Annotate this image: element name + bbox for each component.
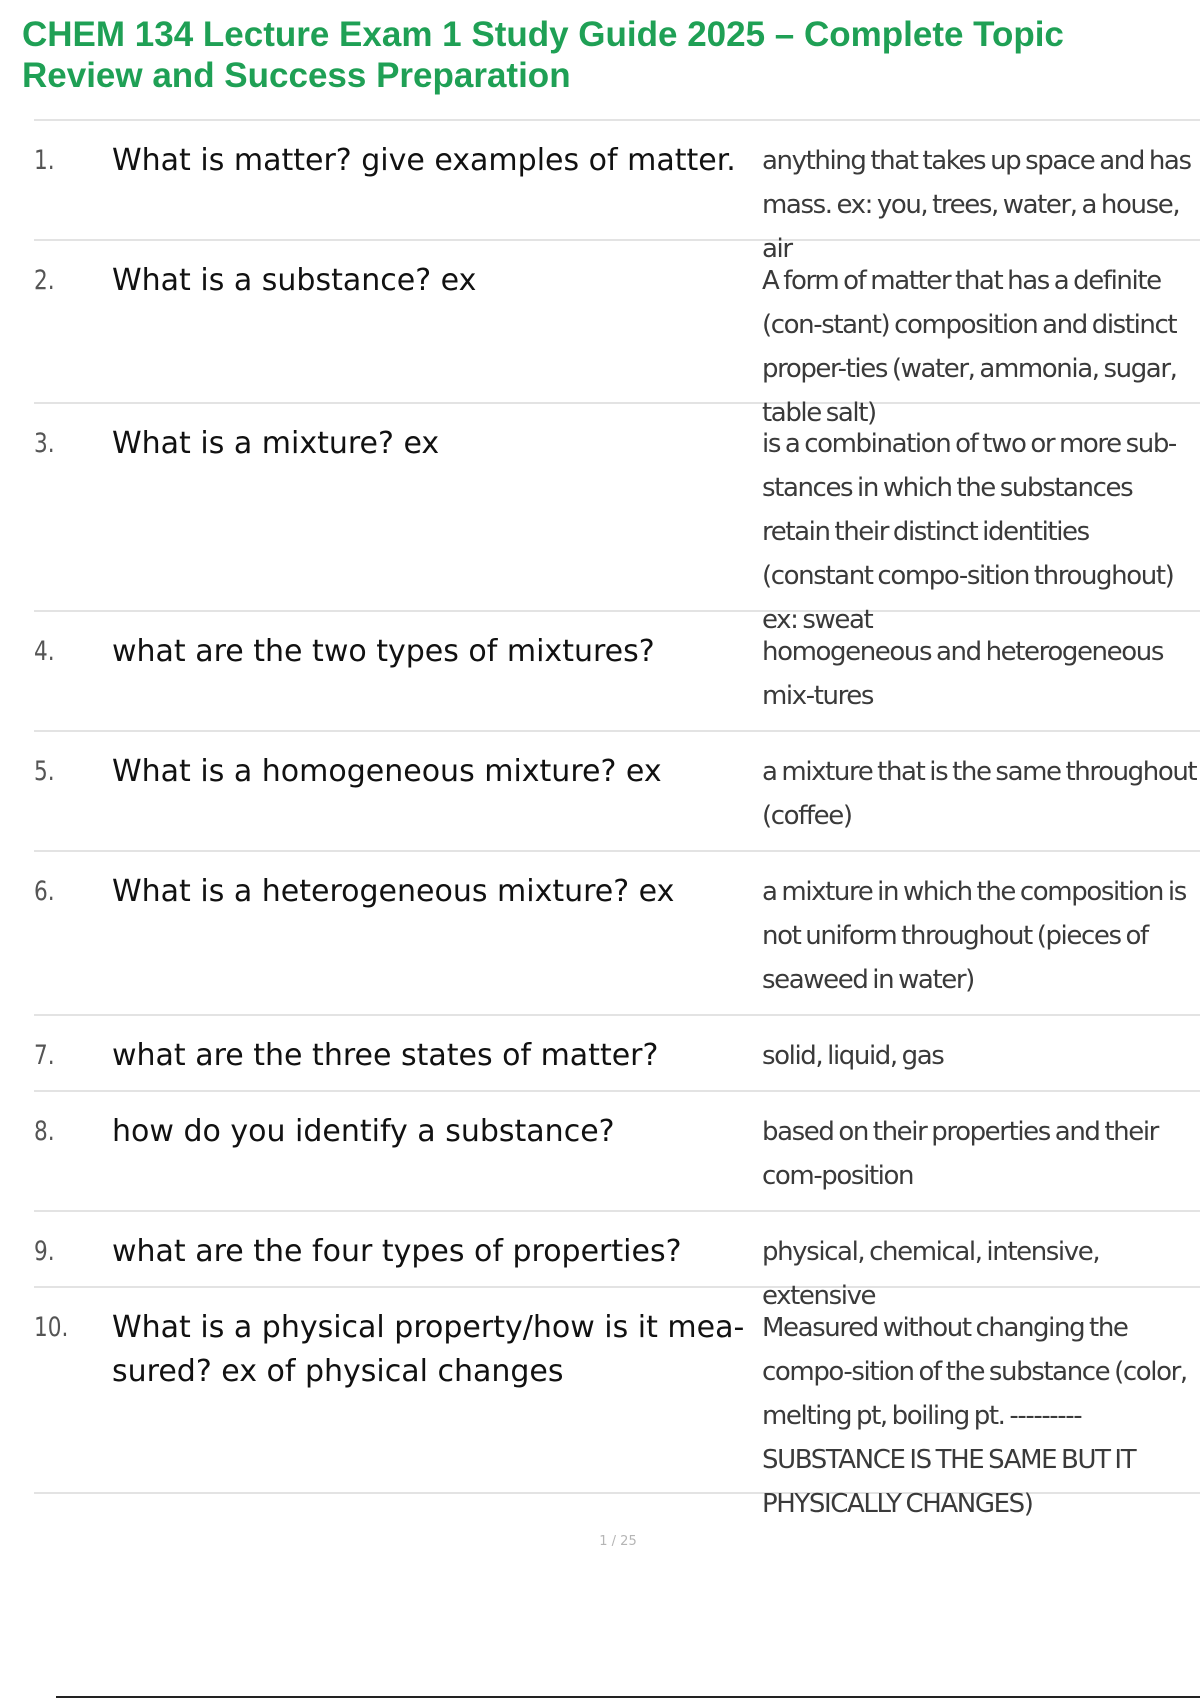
question-text: what are the four types of properties? — [112, 1234, 682, 1269]
question-text: What is a homogeneous mixture? ex — [112, 754, 662, 789]
item-number: 1. — [34, 145, 55, 176]
answer-text: solid, liquid, gas — [762, 1041, 944, 1071]
answer-text: physical, chemical, intensive, extensive — [762, 1237, 1100, 1311]
qa-row — [34, 612, 1200, 732]
question-text: What is matter? give examples of matter. — [112, 143, 736, 178]
answer-text: a mixture that is the same throughout (coffee) — [762, 757, 1197, 831]
answer-text: homogeneous and heterogeneous mix-tures — [762, 637, 1163, 711]
question-text: what are the two types of mixtures? — [112, 634, 655, 669]
qa-row — [34, 121, 1200, 264]
qa-row — [34, 1212, 1200, 1311]
qa-row — [34, 852, 1200, 1016]
question-text: what are the three states of matter? — [112, 1038, 659, 1073]
answer-text: A form of matter that has a definite (con-stant) composition and distinct proper-ties (water, ammonia, sugar, table salt) — [762, 266, 1177, 428]
page-bottom-rule — [56, 1696, 1200, 1698]
answer-text: based on their properties and their com-position — [762, 1117, 1158, 1191]
item-number: 7. — [34, 1040, 55, 1071]
question-text: What is a heterogeneous mixture? ex — [112, 874, 675, 909]
item-number: 3. — [34, 428, 55, 459]
question-text: What is a substance? ex — [112, 263, 477, 298]
qa-row — [34, 1016, 1200, 1092]
qa-row — [34, 1092, 1200, 1212]
qa-row — [34, 1288, 1200, 1519]
answer-text: anything that takes up space and has mass. ex: you, trees, water, a house, air — [762, 146, 1191, 264]
qa-row — [34, 404, 1200, 635]
answer-text: a mixture in which the composition is not uniform throughout (pieces of seaweed in water) — [762, 877, 1186, 995]
item-number: 2. — [34, 265, 55, 296]
question-text: What is a mixture? ex — [112, 426, 440, 461]
item-number: 4. — [34, 636, 55, 667]
item-number: 10. — [34, 1312, 69, 1343]
question-text: how do you identify a substance? — [112, 1114, 615, 1149]
item-number: 5. — [34, 756, 55, 787]
question-text: What is a physical property/how is it mea-sured? ex of physical changes — [112, 1310, 745, 1389]
item-number: 6. — [34, 876, 55, 907]
qa-row — [34, 241, 1200, 428]
qa-list — [34, 119, 1200, 1519]
answer-text: is a combination of two or more sub-stances in which the substances retain their distinct identities (constant compo-sition throughout) ex: sweat — [762, 429, 1176, 635]
item-number: 9. — [34, 1236, 55, 1267]
page-indicator: 1 / 25 — [599, 1534, 637, 1549]
document-title: CHEM 134 Lecture Exam 1 Study Guide 2025 – Complete Topic Review and Success Preparation — [22, 15, 1064, 95]
answer-text: Measured without changing the compo-sition of the substance (color, melting pt, boiling pt. --------- SUBSTANCE IS THE SAME BUT IT PHYSICALLY CHANGES) — [762, 1313, 1187, 1519]
item-number: 8. — [34, 1116, 55, 1147]
qa-row — [34, 732, 1200, 852]
